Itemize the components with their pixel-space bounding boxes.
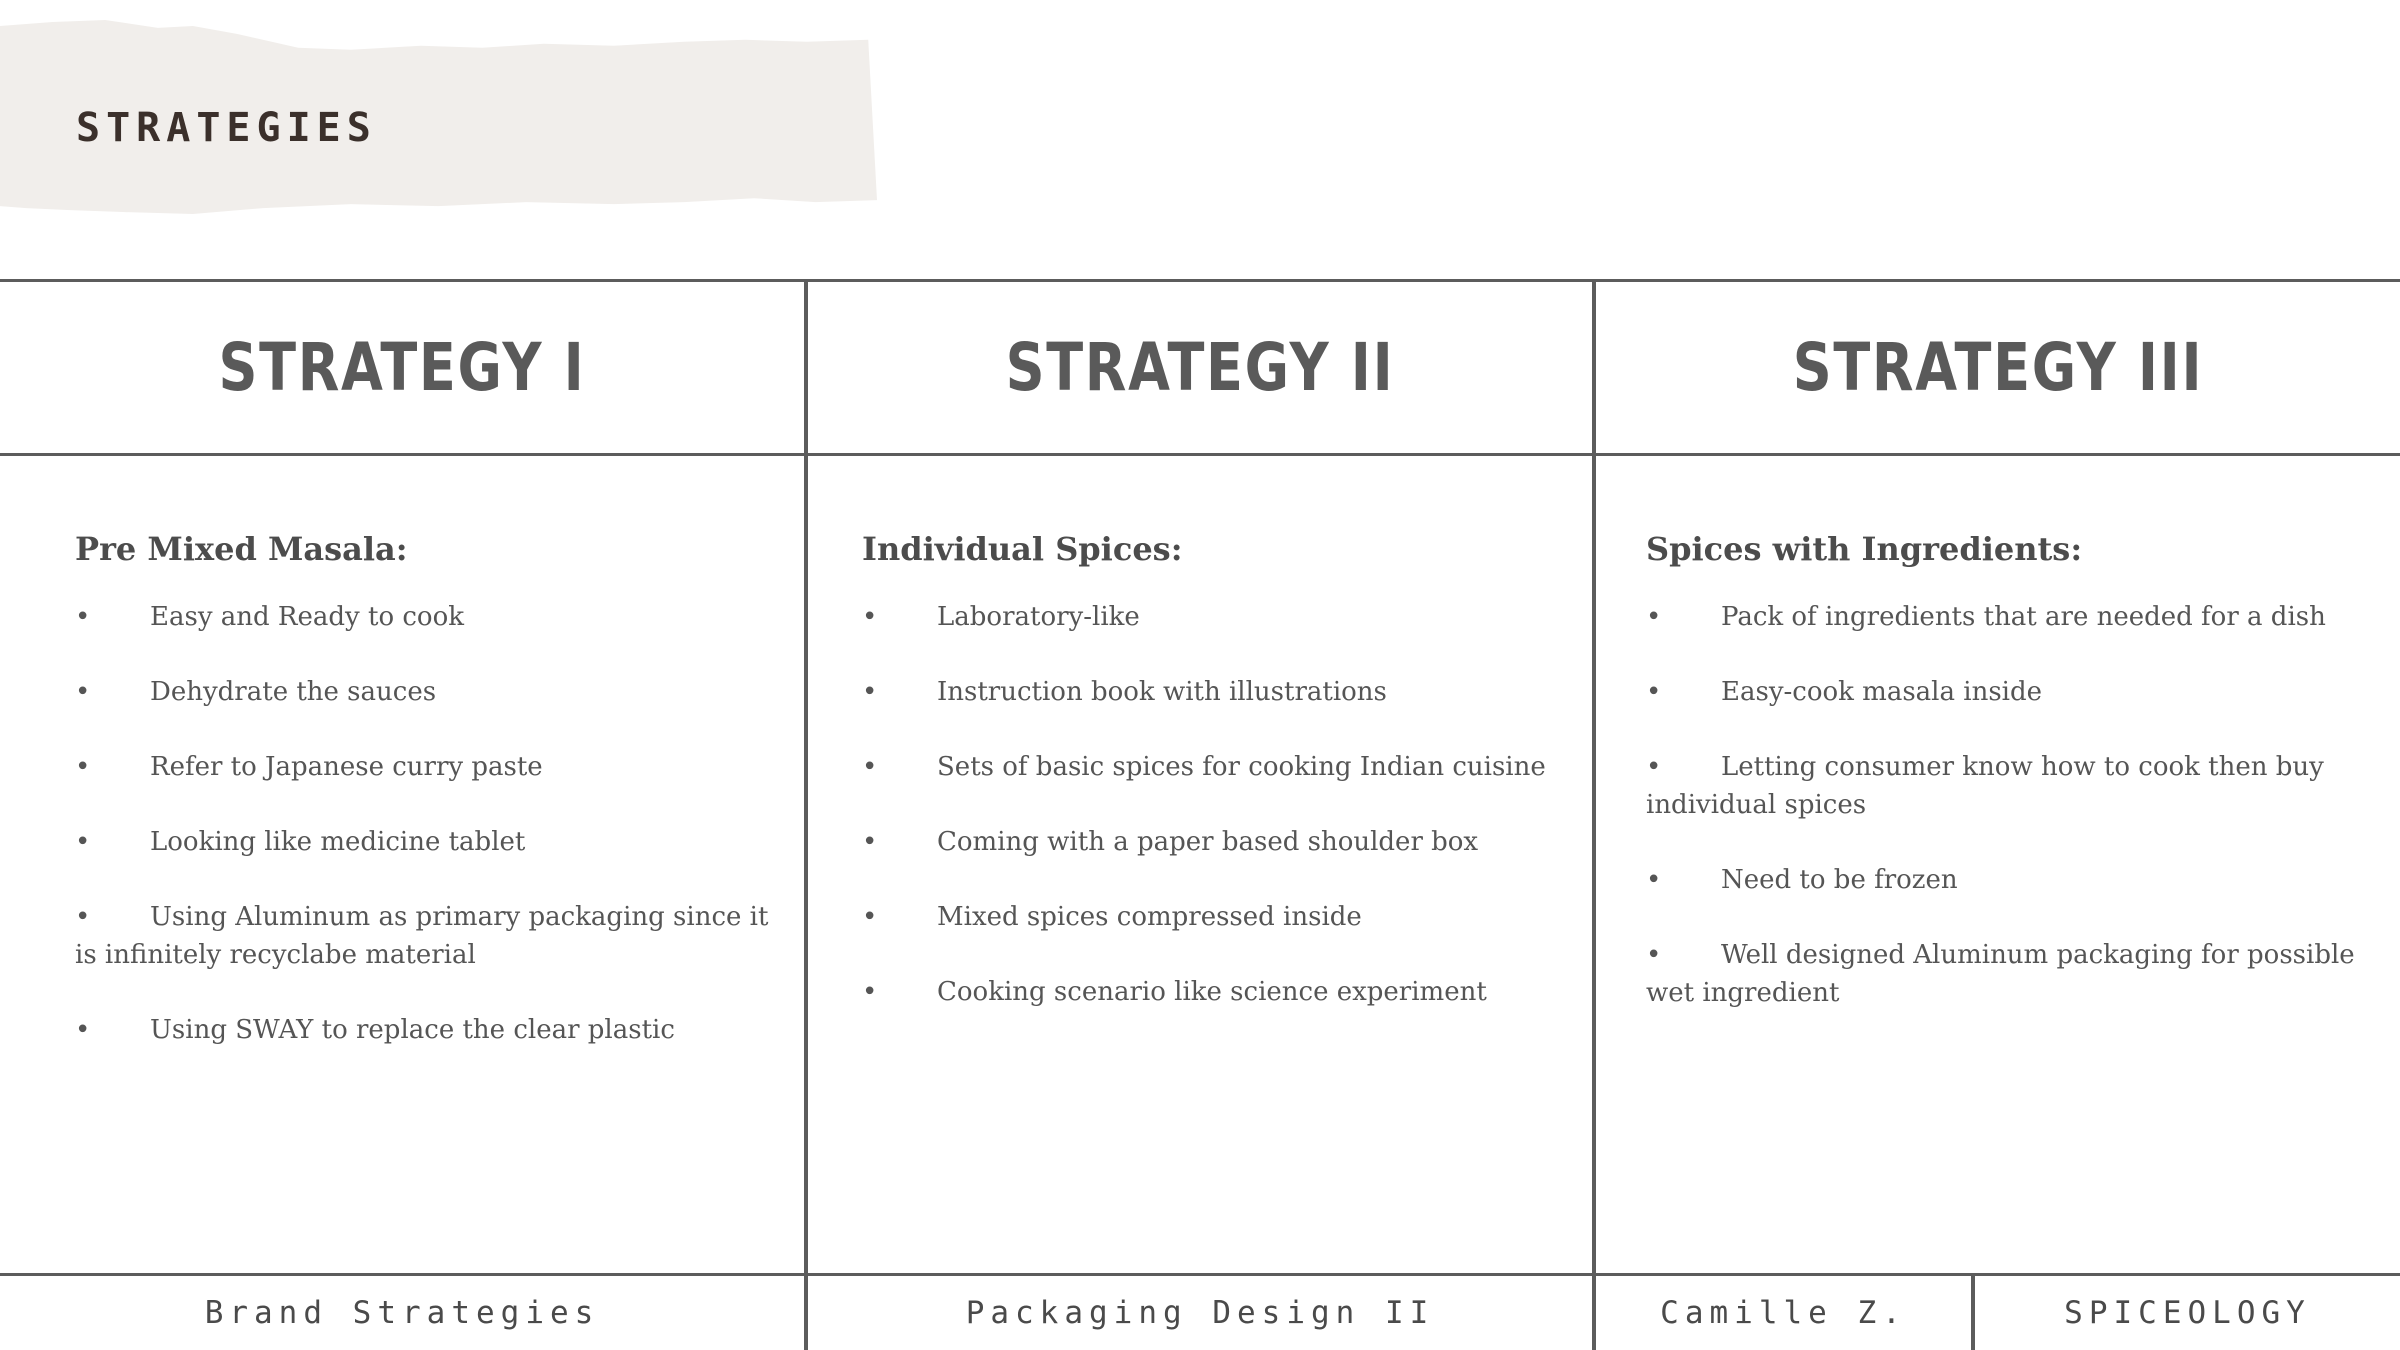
bullet-icon: •: [1646, 602, 1662, 632]
list-item: [75, 898, 775, 974]
list-item-text: Well designed Aluminum packaging for possible wet ingredient: [1646, 940, 2355, 1008]
strategy-1-heading: STRATEGY I: [218, 328, 586, 406]
list-item-text: Using SWAY to replace the clear plastic: [150, 1015, 675, 1045]
strategy-3-subtitle: Spices with Ingredients:: [1646, 530, 2083, 568]
strategy-2-column: [862, 530, 1562, 1048]
list-item: [862, 973, 1562, 1011]
strategy-3-column: [1646, 530, 2366, 1049]
bullet-icon: •: [1646, 865, 1662, 895]
bullet-icon: •: [75, 1015, 91, 1045]
list-item: [1646, 936, 2366, 1012]
list-item-text: Sets of basic spices for cooking Indian cuisine: [937, 752, 1546, 782]
list-item-text: Easy-cook masala inside: [1721, 677, 2043, 707]
list-item: [862, 673, 1562, 711]
bullet-icon: •: [75, 602, 91, 632]
bullet-icon: •: [862, 752, 878, 782]
list-item: [75, 823, 775, 861]
list-item: [862, 898, 1562, 936]
list-item-text: Instruction book with illustrations: [937, 677, 1387, 707]
bullet-icon: •: [1646, 677, 1662, 707]
list-item: [75, 748, 775, 786]
bullet-icon: •: [862, 827, 878, 857]
list-item-text: Need to be frozen: [1721, 865, 1958, 895]
list-item-text: Laboratory-like: [937, 602, 1140, 632]
strategy-2-subtitle: Individual Spices:: [862, 530, 1183, 568]
footer-brand: SPICEOLOGY: [2064, 1295, 2311, 1331]
bullet-icon: •: [862, 602, 878, 632]
bullet-icon: •: [862, 677, 878, 707]
column-divider-2: [1592, 279, 1596, 1350]
list-item-text: Looking like medicine tablet: [150, 827, 526, 857]
header-rule: [0, 453, 2400, 456]
strategy-2-heading: STRATEGY II: [1005, 328, 1395, 406]
list-item: [75, 673, 775, 711]
strategy-3-list: [1646, 598, 2366, 1012]
bullet-icon: •: [75, 677, 91, 707]
list-item: [75, 1011, 775, 1049]
footer-author: Camille Z.: [1660, 1295, 1907, 1331]
bullet-icon: •: [75, 752, 91, 782]
strategy-1-column: [75, 530, 775, 1086]
page-title: STRATEGIES: [76, 105, 377, 151]
footer-section-name: Brand Strategies: [204, 1295, 600, 1331]
bullet-icon: •: [862, 902, 878, 932]
strategy-1-list: [75, 598, 775, 1049]
strategy-2-list: [862, 598, 1562, 1011]
list-item-text: Dehydrate the sauces: [150, 677, 437, 707]
list-item: [1646, 861, 2366, 899]
strategy-3-heading: STRATEGY III: [1792, 328, 2204, 406]
list-item-text: Cooking scenario like science experiment: [937, 977, 1487, 1007]
list-item-text: Letting consumer know how to cook then buy individual spices: [1646, 752, 2324, 820]
list-item-text: Mixed spices compressed inside: [937, 902, 1362, 932]
list-item-text: Easy and Ready to cook: [150, 602, 464, 632]
list-item: [862, 823, 1562, 861]
list-item: [1646, 598, 2366, 636]
list-item: [862, 598, 1562, 636]
strategy-1-subtitle: Pre Mixed Masala:: [75, 530, 408, 568]
list-item-text: Pack of ingredients that are needed for a dish: [1721, 602, 2326, 632]
list-item-text: Using Aluminum as primary packaging since it is infinitely recyclabe material: [75, 902, 769, 970]
list-item-text: Coming with a paper based shoulder box: [937, 827, 1479, 857]
bullet-icon: •: [1646, 940, 1662, 970]
list-item: [75, 598, 775, 636]
list-item-text: Refer to Japanese curry paste: [150, 752, 543, 782]
bullet-icon: •: [75, 902, 91, 932]
column-divider-1: [804, 279, 808, 1350]
bullet-icon: •: [1646, 752, 1662, 782]
list-item: [862, 748, 1562, 786]
bullet-icon: •: [862, 977, 878, 1007]
bullet-icon: •: [75, 827, 91, 857]
list-item: [1646, 748, 2366, 824]
list-item: [1646, 673, 2366, 711]
footer-course-name: Packaging Design II: [965, 1295, 1435, 1331]
